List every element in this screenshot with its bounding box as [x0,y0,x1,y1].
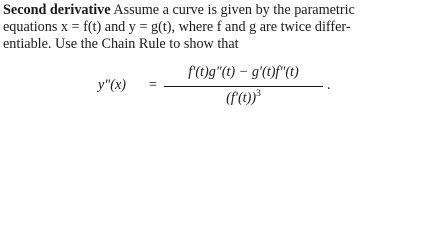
exercise-paragraph [3,2,431,53]
formula-period: . [327,77,331,93]
fraction-bar [164,86,323,87]
formula-denominator [164,89,323,107]
denominator-exponent: 3 [256,89,261,99]
formula-lhs: y"(x) [98,77,127,93]
paragraph-line-1 [3,2,431,19]
paragraph-line-1-text: Assume a curve is given by the parametric [110,2,355,18]
denominator-base: (f′(t)) [226,90,257,106]
formula-equals-sign: = [149,77,158,93]
formula-numerator: f′(t)g"(t) − g′(t)f"(t) [188,64,299,80]
paragraph-line-2: equations x = f(t) and y = g(t), where f and g are twice differ- [3,19,351,35]
exercise-heading: Second derivative [3,2,111,18]
paragraph-line-3: entiable. Use the Chain Rule to show that [3,36,239,52]
